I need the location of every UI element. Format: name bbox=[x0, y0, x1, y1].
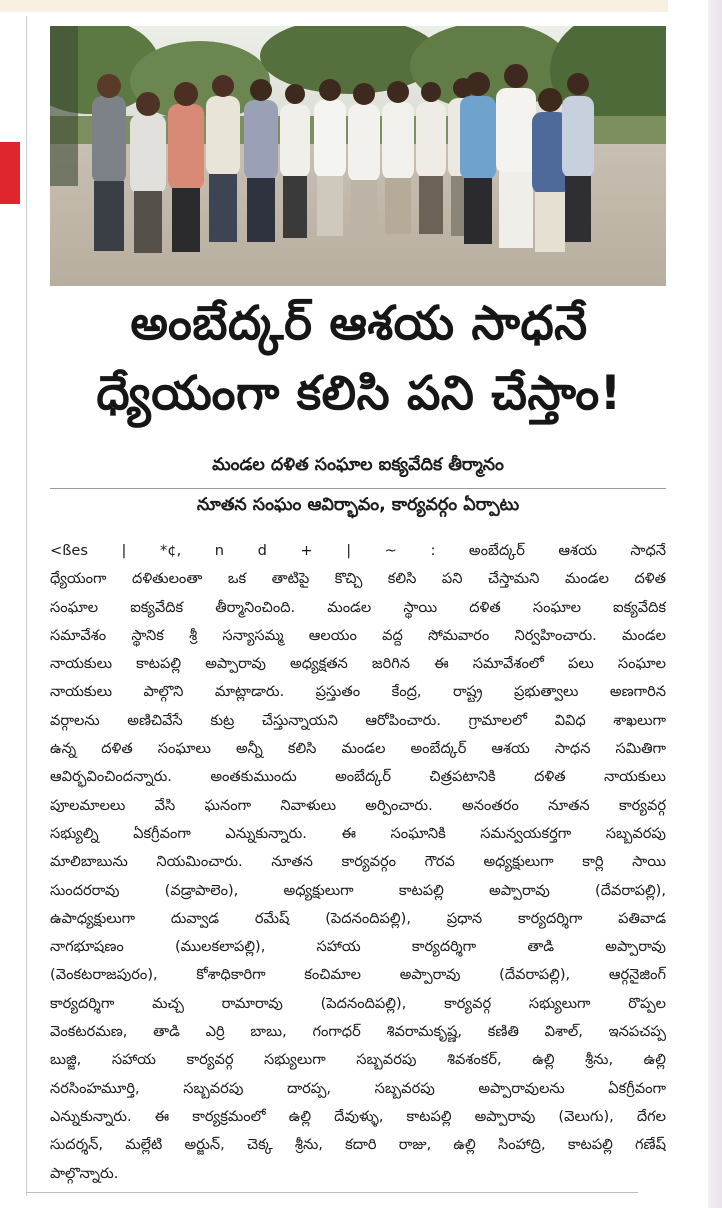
subheading-2: నూతన సంఘం ఆవిర్భావం, కార్యవర్గం ఏర్పాటు bbox=[196, 495, 520, 515]
body-line: నాగభూషణం (ములకలాపల్లి), సహాయ కార్యదర్శిగా తాడి అప్పారావు bbox=[50, 938, 666, 956]
body-line: ఉన్న దళిత సంఘాలు అన్నీ కలిసి మండల అంబేద్కర్ ఆశయ సాధన సమితిగా bbox=[50, 740, 666, 758]
body-line: వర్గాలను అణిచివేసే కుట్ర చేస్తున్నాయని ఆరోపించారు. గ్రామాలలో వివిధ శాఖలుగా bbox=[50, 711, 666, 729]
body-line: నరసింహమూర్తి, సబ్బవరపు దారప్ప, సబ్బవరపు అప్పారావులను ఏకగ్రీవంగా bbox=[50, 1079, 666, 1097]
body-line: ఉపాధ్యక్షులుగా దువ్వాడ రమేష్ (పెదనందిపల్లి), ప్రధాన కార్యదర్శిగా పతివాడ bbox=[50, 909, 666, 927]
body-line: ఎన్నుకున్నారు. ఈ కార్యక్రమంలో ఉల్లి దేవుళ్ళు, కాటపల్లి అప్పారావు (వెలుగు), దేగల bbox=[50, 1107, 666, 1125]
headline-line-2: ధ్యేయంగా కలిసి పని చేస్తాం! bbox=[96, 366, 622, 421]
section-marker bbox=[0, 142, 20, 204]
body-line: ధ్యేయంగా దళితులంతా ఒక తాటిపై కొచ్చి కలిసి పని చేస్తామని మండల దళిత bbox=[50, 570, 666, 588]
body-line: (వెంకటరాజపురం), కోశాధికారిగా కంచిమాల అప్పారావు (దేవరాపల్లి), ఆర్గనైజింగ్ bbox=[50, 966, 666, 984]
subheading-1: మండల దళిత సంఘాల ఐక్యవేదిక తీర్మానం bbox=[212, 455, 504, 475]
body-line: మాలిబాబును నియమించారు. నూతన కార్యవర్గం గౌరవ అధ్యక్షులుగా కార్లి సాయి bbox=[50, 853, 666, 871]
body-line: సుదర్శన్, మల్లేటి అర్జున్, చెక్క శ్రీను, కదారి రాజు, ఉల్లి సింహాద్రి, కాటపల్లి గణేష్ bbox=[50, 1136, 666, 1154]
body-line: సంఘాల ఐక్యవేదిక తీర్మానించింది. మండల స్థాయి దళిత సంఘాల ఐక్యవేదిక bbox=[50, 598, 666, 616]
body-line: పాల్గొన్నారు. bbox=[50, 1164, 119, 1182]
body-line: ఆవిర్భవించిందన్నారు. అంతకుముందు అంబేద్కర్ చిత్రపటానికి దళిత నాయకులు bbox=[50, 768, 666, 786]
body-line: వెంకటరమణ, తాడి ఎర్రి బాబు, గంగాధర్ శివరామకృష్ణ, కణితి విశాల్, ఇనపచప్ప bbox=[50, 1023, 666, 1041]
page-edge-shadow bbox=[708, 0, 722, 1208]
body-line: సుందరరావు (వడ్రాపాలెం), అధ్యక్షులుగా కాటపల్లి అప్పారావు (దేవరాపల్లి), bbox=[50, 881, 666, 899]
body-line: సభ్యుల్ని ఏకగ్రీవంగా ఎన్నుకున్నారు. ఈ సంఘానికి సమన్వయకర్తగా సబ్బవరపు bbox=[50, 824, 666, 842]
bottom-rule bbox=[26, 1192, 638, 1193]
headline-line-1: అంబేద్కర్ ఆశయ సాధనే bbox=[130, 296, 588, 351]
body-line: పూలమాలలు వేసి ఘనంగా నివాళులు అర్పించారు. అనంతరం నూతన కార్యవర్గ bbox=[50, 796, 666, 814]
column-rule bbox=[26, 16, 27, 1196]
body-line: కార్యదర్శిగా మచ్చ రామారావు (పెదనందిపల్లి), కార్యవర్గ సభ్యులుగా రొప్పల bbox=[50, 994, 666, 1012]
group-photo bbox=[50, 26, 666, 286]
top-page-strip bbox=[0, 0, 668, 12]
body-line: సమావేశం స్థానిక శ్రీ సన్యాసమ్మ ఆలయం వద్ద సోమవారం నిర్వహించారు. మండల bbox=[50, 626, 666, 644]
group-photo-image bbox=[50, 26, 666, 286]
body-line: బుజ్జి, సహాయ కార్యవర్గ సభ్యులుగా సబ్బవరపు శివశంకర్, ఉల్లి శ్రీను, ఉల్లి bbox=[50, 1051, 666, 1069]
body-line: నాయకులు కాటపల్లి అప్పారావు అధ్యక్షతన జరిగిన ఈ సమావేశంలో పలు సంఘాల bbox=[50, 655, 666, 673]
subheading-divider bbox=[50, 488, 666, 489]
body-line: <ßes | *¢, n d + | ~ : అంబేద్కర్ ఆశయ సాధనే bbox=[50, 542, 666, 559]
article-body bbox=[50, 537, 666, 1188]
body-line: నాయకులు పాల్గొని మాట్లాడారు. ప్రస్తుతం కేంద్ర, రాష్ట్ర ప్రభుత్వాలు అణగారిన bbox=[50, 683, 666, 701]
